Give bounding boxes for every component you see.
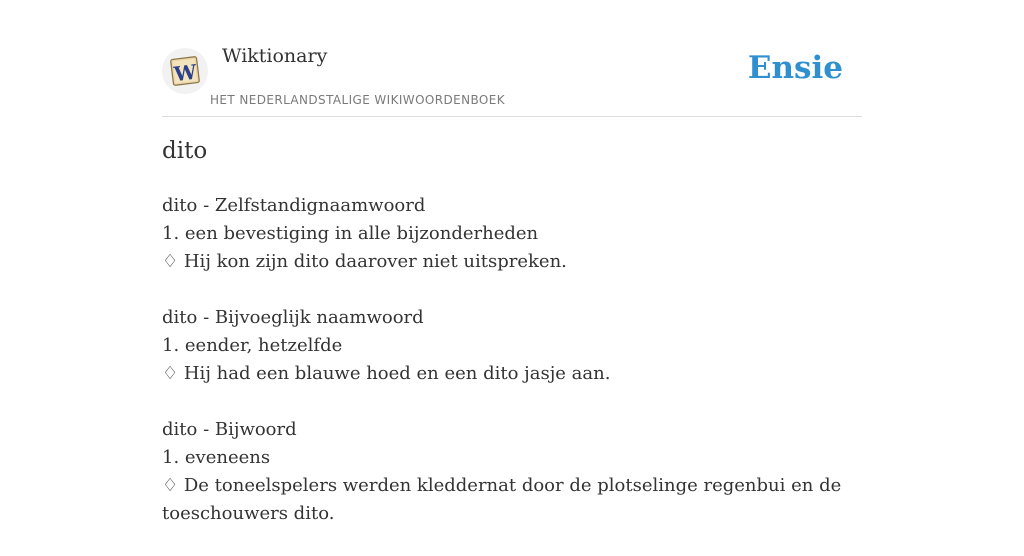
wiktionary-logo-graphic: [168, 54, 202, 88]
site-name[interactable]: Wiktionary: [222, 45, 328, 67]
ensie-brand-link[interactable]: Ensie: [747, 50, 843, 86]
entry-adjective: [162, 304, 862, 388]
entry-heading: dito - Bijwoord: [162, 419, 297, 440]
wiktionary-logo-icon[interactable]: [162, 48, 208, 94]
entry-definition: 1. eender, hetzelfde: [162, 335, 343, 356]
entry-heading: dito - Bijvoeglijk naamwoord: [162, 307, 424, 328]
entry-heading: dito - Zelfstandignaamwoord: [162, 195, 426, 216]
entry-example: ♢ Hij had een blauwe hoed en een dito jasje aan.: [162, 363, 611, 384]
entry-example: ♢ De toneelspelers werden kleddernat door de plotselinge regenbui en de toeschouwers dito.: [162, 475, 842, 524]
svg-text:W: W: [172, 59, 198, 87]
entry-definition: 1. een bevestiging in alle bijzonderheden: [162, 223, 539, 244]
entries-list: [162, 192, 862, 556]
word-title: dito: [162, 138, 208, 164]
page: [162, 0, 862, 524]
entry-example: ♢ Hij kon zijn dito daarover niet uitspreken.: [162, 251, 567, 272]
entry-definition: 1. eveneens: [162, 447, 271, 468]
header: [162, 0, 862, 117]
site-tagline: HET NEDERLANDSTALIGE WIKIWOORDENBOEK: [210, 93, 506, 107]
entry-adverb: [162, 416, 862, 528]
entry-noun: [162, 192, 862, 276]
